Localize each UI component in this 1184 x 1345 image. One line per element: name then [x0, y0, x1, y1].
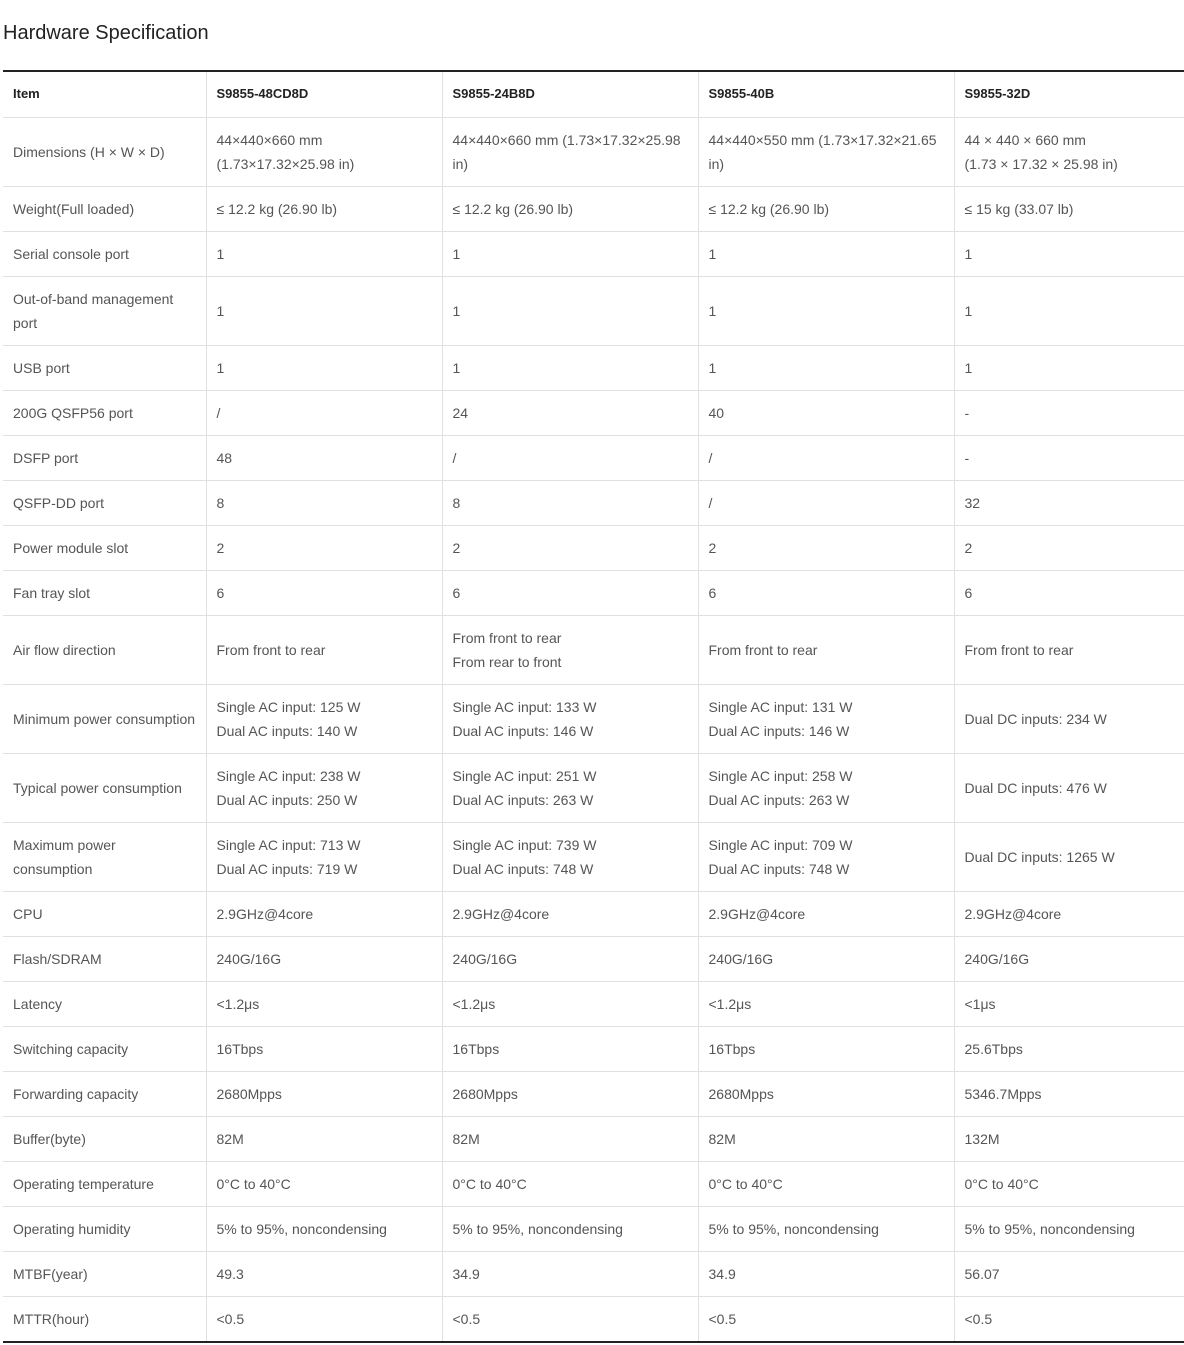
- cell-text: 1: [964, 302, 973, 319]
- table-cell: [698, 684, 954, 753]
- cell-text: 0°C to 40°C: [216, 1175, 291, 1192]
- cell-text: 1: [708, 359, 717, 376]
- table-cell: [442, 1116, 698, 1161]
- table-body: [3, 117, 1184, 1342]
- table-row: [3, 231, 1184, 276]
- table-cell: [954, 390, 1184, 435]
- row-label: [3, 435, 206, 480]
- row-label: [3, 525, 206, 570]
- table-row: [3, 822, 1184, 891]
- table-cell: [698, 981, 954, 1026]
- column-header-model: S9855-48CD8D: [206, 71, 442, 117]
- cell-text: Dual AC inputs: 140 W: [216, 722, 358, 739]
- row-label: [3, 186, 206, 231]
- cell-text: 1: [708, 302, 717, 319]
- cell-text: /: [708, 449, 713, 466]
- cell-text: 5% to 95%, noncondensing: [708, 1220, 879, 1237]
- cell-text: ≤ 12.2 kg (26.90 lb): [452, 200, 574, 217]
- table-cell: [206, 1296, 442, 1342]
- table-cell: [698, 186, 954, 231]
- table-cell: [442, 276, 698, 345]
- row-label: [3, 117, 206, 186]
- cell-text: 0°C to 40°C: [452, 1175, 527, 1192]
- table-cell: [698, 525, 954, 570]
- page-title: Hardware Specification: [3, 22, 209, 44]
- spec-table: [3, 70, 1184, 1343]
- cell-text: From front to rear: [452, 629, 562, 646]
- row-label-text: Serial console port: [13, 245, 129, 262]
- cell-text: 1: [216, 245, 225, 262]
- table-cell: [442, 1296, 698, 1342]
- cell-text: 240G/16G: [452, 950, 518, 967]
- column-header-model: S9855-40B: [698, 71, 954, 117]
- row-label: [3, 891, 206, 936]
- table-cell: [954, 936, 1184, 981]
- cell-text: 56.07: [964, 1265, 1000, 1282]
- cell-text: 1: [964, 245, 973, 262]
- table-cell: [442, 390, 698, 435]
- cell-text: 16Tbps: [452, 1040, 500, 1057]
- table-cell: [442, 1071, 698, 1116]
- row-label: [3, 345, 206, 390]
- table-row: [3, 1296, 1184, 1342]
- row-label-text: Maximum power: [13, 836, 116, 853]
- table-cell: [206, 480, 442, 525]
- table-row: [3, 480, 1184, 525]
- table-row: [3, 891, 1184, 936]
- table-row: [3, 615, 1184, 684]
- table-cell: [206, 525, 442, 570]
- cell-text: 82M: [452, 1130, 480, 1147]
- cell-text: 34.9: [708, 1265, 736, 1282]
- table-cell: [206, 936, 442, 981]
- table-cell: [442, 1026, 698, 1071]
- cell-text: (1.73 × 17.32 × 25.98 in): [964, 155, 1118, 172]
- table-row: [3, 1071, 1184, 1116]
- table-cell: [698, 822, 954, 891]
- table-cell: [954, 891, 1184, 936]
- cell-text: Single AC input: 131 W: [708, 698, 853, 715]
- table-cell: [698, 891, 954, 936]
- cell-text: Single AC input: 739 W: [452, 836, 597, 853]
- cell-text: Single AC input: 238 W: [216, 767, 361, 784]
- cell-text: Dual AC inputs: 250 W: [216, 791, 358, 808]
- table-cell: [698, 1071, 954, 1116]
- table-row: [3, 525, 1184, 570]
- cell-text: 132M: [964, 1130, 1000, 1147]
- row-label: [3, 1251, 206, 1296]
- cell-text: (1.73×17.32×25.98 in): [216, 155, 355, 172]
- cell-text: <0.5: [216, 1310, 245, 1327]
- table-cell: [206, 276, 442, 345]
- cell-text: 5346.7Mpps: [964, 1085, 1042, 1102]
- table-cell: [954, 753, 1184, 822]
- table-cell: [954, 435, 1184, 480]
- table-cell: [206, 753, 442, 822]
- cell-text: 2680Mpps: [708, 1085, 774, 1102]
- row-label: [3, 390, 206, 435]
- cell-text: 6: [964, 584, 973, 601]
- cell-text: <0.5: [452, 1310, 481, 1327]
- cell-text: <0.5: [708, 1310, 737, 1327]
- table-row: [3, 1206, 1184, 1251]
- row-label-text: Dimensions (H × W × D): [13, 143, 165, 160]
- table-cell: [206, 1026, 442, 1071]
- cell-text: Dual AC inputs: 146 W: [452, 722, 594, 739]
- table-cell: [206, 1071, 442, 1116]
- table-cell: [206, 891, 442, 936]
- cell-text: 2: [452, 539, 461, 556]
- cell-text: Dual AC inputs: 263 W: [452, 791, 594, 808]
- row-label-text: Operating temperature: [13, 1175, 154, 1192]
- table-cell: [954, 525, 1184, 570]
- table-row: [3, 435, 1184, 480]
- table-cell: [206, 390, 442, 435]
- cell-text: 2.9GHz@4core: [452, 905, 550, 922]
- table-cell: [206, 1251, 442, 1296]
- row-label-text: USB port: [13, 359, 70, 376]
- cell-text: 6: [216, 584, 225, 601]
- table-cell: [954, 1026, 1184, 1071]
- row-label-text: Flash/SDRAM: [13, 950, 102, 967]
- row-label: [3, 1026, 206, 1071]
- row-label: [3, 231, 206, 276]
- row-label: [3, 1116, 206, 1161]
- cell-text: -: [964, 404, 970, 421]
- cell-text: <1.2μs: [216, 995, 260, 1012]
- row-label-text: DSFP port: [13, 449, 79, 466]
- table-cell: [954, 480, 1184, 525]
- row-label: [3, 1206, 206, 1251]
- row-label: [3, 753, 206, 822]
- cell-text: Dual AC inputs: 146 W: [708, 722, 850, 739]
- table-cell: [954, 1116, 1184, 1161]
- table-cell: [698, 117, 954, 186]
- table-cell: [698, 1296, 954, 1342]
- table-cell: [954, 822, 1184, 891]
- row-label-text: Forwarding capacity: [13, 1085, 139, 1102]
- cell-text: 6: [708, 584, 717, 601]
- cell-text: Dual DC inputs: 1265 W: [964, 848, 1115, 865]
- table-row: [3, 753, 1184, 822]
- row-label: [3, 1296, 206, 1342]
- table-cell: [954, 276, 1184, 345]
- cell-text: ≤ 12.2 kg (26.90 lb): [216, 200, 338, 217]
- row-label: [3, 480, 206, 525]
- table-cell: [954, 231, 1184, 276]
- cell-text: 32: [964, 494, 981, 511]
- cell-text: 82M: [216, 1130, 244, 1147]
- cell-text: <1.2μs: [708, 995, 752, 1012]
- table-cell: [442, 1161, 698, 1206]
- table-row: [3, 345, 1184, 390]
- cell-text: ≤ 12.2 kg (26.90 lb): [708, 200, 830, 217]
- table-cell: [442, 981, 698, 1026]
- row-label-text: Out-of-band management: [13, 290, 174, 307]
- table-row: [3, 1251, 1184, 1296]
- cell-text: 34.9: [452, 1265, 480, 1282]
- table-cell: [206, 117, 442, 186]
- table-row: [3, 1026, 1184, 1071]
- table-cell: [442, 1206, 698, 1251]
- table-cell: [442, 936, 698, 981]
- cell-text: 8: [452, 494, 461, 511]
- row-label-text: Typical power consumption: [13, 779, 182, 796]
- cell-text: 1: [964, 359, 973, 376]
- cell-text: 8: [216, 494, 225, 511]
- cell-text: -: [964, 449, 970, 466]
- table-cell: [442, 684, 698, 753]
- table-cell: [954, 1206, 1184, 1251]
- cell-text: Single AC input: 258 W: [708, 767, 853, 784]
- cell-text: 2.9GHz@4core: [964, 905, 1062, 922]
- row-label-text: consumption: [13, 860, 93, 877]
- cell-text: Single AC input: 709 W: [708, 836, 853, 853]
- table-cell: [698, 1026, 954, 1071]
- cell-text: 40: [708, 404, 725, 421]
- cell-text: Single AC input: 713 W: [216, 836, 361, 853]
- cell-text: 25.6Tbps: [964, 1040, 1023, 1057]
- row-label: [3, 1161, 206, 1206]
- table-cell: [954, 117, 1184, 186]
- table-cell: [698, 570, 954, 615]
- cell-text: From front to rear: [964, 641, 1074, 658]
- table-row: [3, 570, 1184, 615]
- cell-text: 2: [216, 539, 225, 556]
- table-cell: [206, 1161, 442, 1206]
- table-cell: [954, 345, 1184, 390]
- cell-text: 44 × 440 × 660 mm: [964, 131, 1086, 148]
- table-cell: [442, 615, 698, 684]
- table-cell: [698, 231, 954, 276]
- cell-text: <1.2μs: [452, 995, 496, 1012]
- table-row: [3, 117, 1184, 186]
- table-cell: [442, 480, 698, 525]
- table-cell: [954, 1071, 1184, 1116]
- row-label-text: MTTR(hour): [13, 1310, 90, 1327]
- table-cell: [698, 480, 954, 525]
- table-cell: [206, 186, 442, 231]
- cell-text: 48: [216, 449, 233, 466]
- table-row: [3, 390, 1184, 435]
- row-label-text: Buffer(byte): [13, 1130, 86, 1147]
- cell-text: <1μs: [964, 995, 996, 1012]
- table-cell: [698, 1116, 954, 1161]
- cell-text: From front to rear: [708, 641, 818, 658]
- table-cell: [954, 615, 1184, 684]
- row-label-text: 200G QSFP56 port: [13, 404, 133, 421]
- cell-text: Single AC input: 125 W: [216, 698, 361, 715]
- cell-text: 16Tbps: [216, 1040, 264, 1057]
- table-row: [3, 186, 1184, 231]
- table-cell: [206, 435, 442, 480]
- cell-text: From front to rear: [216, 641, 326, 658]
- row-label: [3, 981, 206, 1026]
- table-row: [3, 981, 1184, 1026]
- table-row: [3, 1161, 1184, 1206]
- cell-text: 5% to 95%, noncondensing: [964, 1220, 1135, 1237]
- table-cell: [698, 1251, 954, 1296]
- cell-text: Dual AC inputs: 263 W: [708, 791, 850, 808]
- table-cell: [442, 186, 698, 231]
- table-cell: [206, 1206, 442, 1251]
- table-cell: [954, 1161, 1184, 1206]
- table-cell: [442, 345, 698, 390]
- cell-text: 1: [216, 302, 225, 319]
- cell-text: /: [708, 494, 713, 511]
- row-label: [3, 684, 206, 753]
- cell-text: 2: [708, 539, 717, 556]
- row-label: [3, 276, 206, 345]
- table-cell: [698, 753, 954, 822]
- table-cell: [954, 1251, 1184, 1296]
- table-cell: [442, 231, 698, 276]
- cell-text: Dual AC inputs: 748 W: [452, 860, 594, 877]
- cell-text: 44×440×660 mm (1.73×17.32×25.98: [452, 131, 681, 148]
- cell-text: From rear to front: [452, 653, 562, 670]
- table-cell: [442, 753, 698, 822]
- cell-text: 2680Mpps: [452, 1085, 518, 1102]
- cell-text: 2.9GHz@4core: [708, 905, 806, 922]
- row-label-text: QSFP-DD port: [13, 494, 105, 511]
- cell-text: ≤ 15 kg (33.07 lb): [964, 200, 1074, 217]
- table-cell: [206, 684, 442, 753]
- cell-text: Single AC input: 251 W: [452, 767, 597, 784]
- cell-text: 2: [964, 539, 973, 556]
- cell-text: in): [708, 155, 725, 172]
- table-cell: [206, 231, 442, 276]
- cell-text: <0.5: [964, 1310, 993, 1327]
- cell-text: Single AC input: 133 W: [452, 698, 597, 715]
- cell-text: 1: [452, 359, 461, 376]
- table-cell: [698, 390, 954, 435]
- table-cell: [698, 345, 954, 390]
- cell-text: 2680Mpps: [216, 1085, 282, 1102]
- row-label-text: Switching capacity: [13, 1040, 129, 1057]
- table-cell: [442, 435, 698, 480]
- row-label-text: port: [13, 314, 38, 331]
- table-cell: [206, 570, 442, 615]
- table-cell: [206, 615, 442, 684]
- table-cell: [206, 981, 442, 1026]
- row-label: [3, 936, 206, 981]
- cell-text: 240G/16G: [964, 950, 1030, 967]
- table-row: [3, 684, 1184, 753]
- cell-text: 2.9GHz@4core: [216, 905, 314, 922]
- cell-text: Dual AC inputs: 748 W: [708, 860, 850, 877]
- cell-text: /: [452, 449, 457, 466]
- column-header-item: Item: [13, 86, 40, 102]
- table-cell: [698, 1161, 954, 1206]
- row-label-text: Power module slot: [13, 539, 129, 556]
- cell-text: 0°C to 40°C: [964, 1175, 1039, 1192]
- row-label: [3, 615, 206, 684]
- row-label-text: Operating humidity: [13, 1220, 131, 1237]
- column-header-model: S9855-32D: [954, 71, 1184, 117]
- table-row: [3, 1116, 1184, 1161]
- table-cell: [442, 1251, 698, 1296]
- row-label: [3, 822, 206, 891]
- cell-text: Dual DC inputs: 234 W: [964, 710, 1107, 727]
- table-cell: [954, 570, 1184, 615]
- table-cell: [698, 276, 954, 345]
- row-label-text: CPU: [13, 905, 43, 922]
- table-cell: [442, 570, 698, 615]
- table-header-row: [3, 71, 1184, 117]
- table-cell: [442, 822, 698, 891]
- row-label: [3, 570, 206, 615]
- cell-text: 49.3: [216, 1265, 244, 1282]
- table-cell: [442, 117, 698, 186]
- cell-text: 44×440×550 mm (1.73×17.32×21.65: [708, 131, 937, 148]
- table-cell: [954, 1296, 1184, 1342]
- cell-text: 6: [452, 584, 461, 601]
- table-cell: [954, 684, 1184, 753]
- cell-text: 1: [708, 245, 717, 262]
- table-cell: [954, 981, 1184, 1026]
- table-cell: [206, 1116, 442, 1161]
- table-cell: [442, 525, 698, 570]
- cell-text: 1: [452, 245, 461, 262]
- cell-text: 0°C to 40°C: [708, 1175, 783, 1192]
- table-cell: [206, 345, 442, 390]
- table-cell: [698, 1206, 954, 1251]
- table-cell: [698, 435, 954, 480]
- cell-text: 240G/16G: [708, 950, 774, 967]
- cell-text: in): [452, 155, 469, 172]
- table-row: [3, 276, 1184, 345]
- row-label-text: Weight(Full loaded): [13, 200, 135, 217]
- cell-text: 240G/16G: [216, 950, 282, 967]
- row-label: [3, 1071, 206, 1116]
- cell-text: 44×440×660 mm: [216, 131, 323, 148]
- cell-text: 82M: [708, 1130, 736, 1147]
- cell-text: 24: [452, 404, 469, 421]
- cell-text: /: [216, 404, 221, 421]
- table-cell: [698, 615, 954, 684]
- table-cell: [442, 891, 698, 936]
- cell-text: 16Tbps: [708, 1040, 756, 1057]
- table-cell: [954, 186, 1184, 231]
- column-header-model: S9855-24B8D: [442, 71, 698, 117]
- row-label-text: Air flow direction: [13, 641, 116, 658]
- table-cell: [698, 936, 954, 981]
- cell-text: 1: [216, 359, 225, 376]
- cell-text: 1: [452, 302, 461, 319]
- row-label-text: MTBF(year): [13, 1265, 88, 1282]
- row-label-text: Latency: [13, 995, 63, 1012]
- cell-text: 5% to 95%, noncondensing: [216, 1220, 387, 1237]
- cell-text: Dual AC inputs: 719 W: [216, 860, 358, 877]
- table-row: [3, 936, 1184, 981]
- cell-text: 5% to 95%, noncondensing: [452, 1220, 623, 1237]
- row-label-text: Fan tray slot: [13, 584, 91, 601]
- table-cell: [206, 822, 442, 891]
- row-label-text: Minimum power consumption: [13, 710, 196, 727]
- cell-text: Dual DC inputs: 476 W: [964, 779, 1107, 796]
